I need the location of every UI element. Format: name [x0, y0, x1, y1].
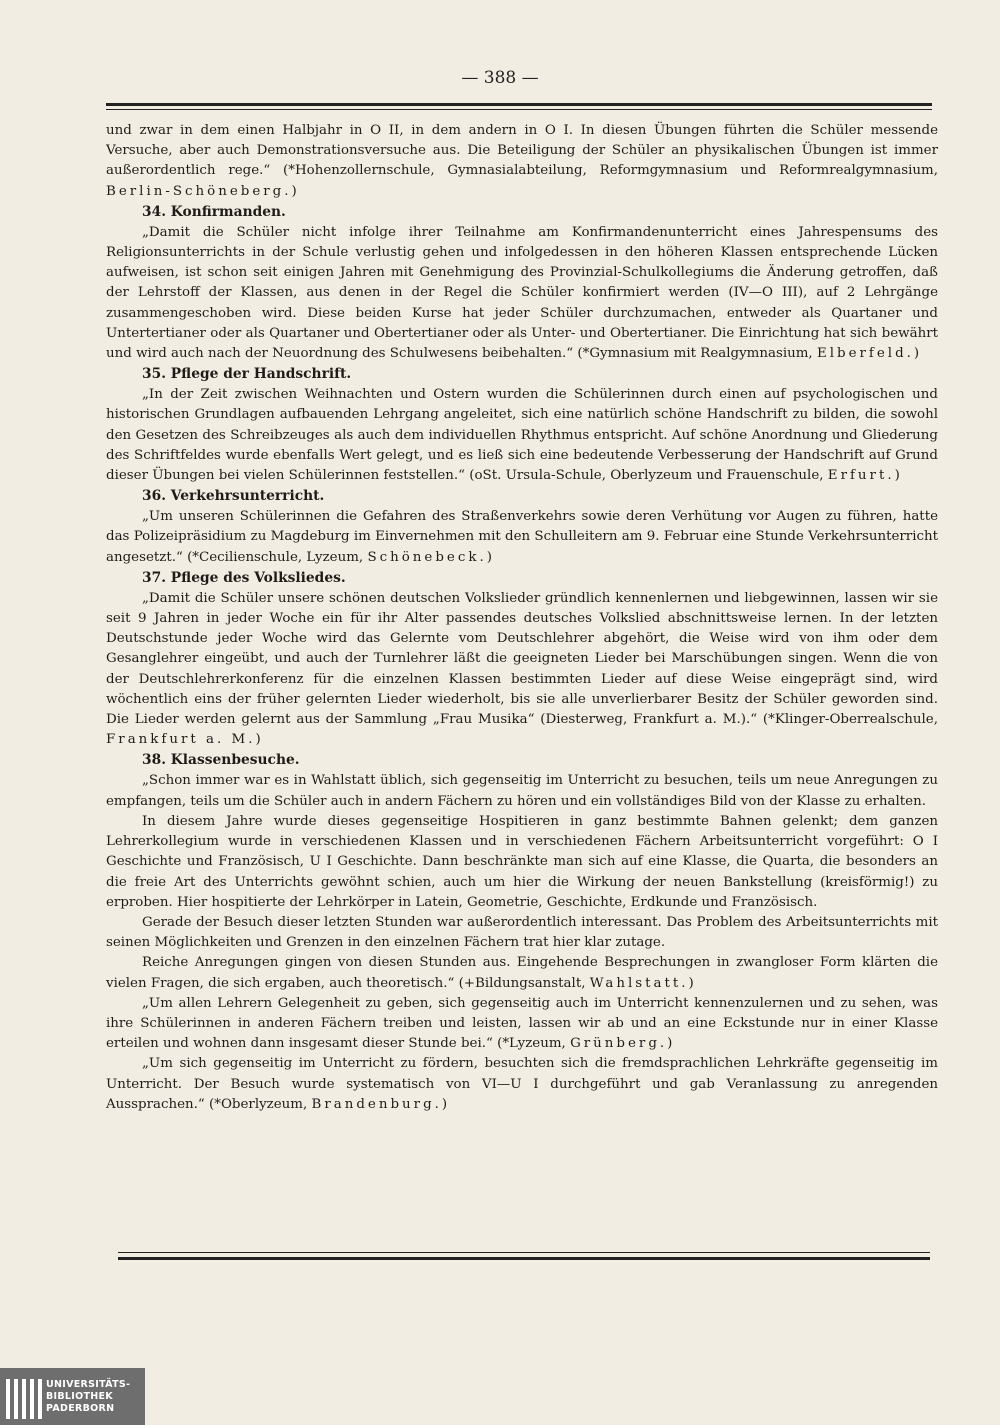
body-text [106, 121, 938, 1115]
section-heading: 34. Konfirmanden. [142, 203, 286, 220]
paragraph [106, 771, 938, 811]
section-heading: 35. Pflege der Handschrift. [142, 366, 352, 383]
top-rule-thin [106, 109, 932, 110]
source-location: Schönebeck.) [367, 549, 495, 565]
paragraph-text: „Um unseren Schülerinnen die Gefahren des Straßenverkehrs sowie deren Verhütung vor Augen zu führen, hatte das Polizeipräsidium zu Magdeburg im Einvernehmen mit den Schulleitern am 9. Februar eine Stunde Verkehrsunterricht angesetzt.“ (*Cecilienschule, Lyzeum, [106, 509, 938, 565]
paragraph-text: Reiche Anregungen gingen von diesen Stunden aus. Eingehende Besprechungen in zwangloser Form klärten die vielen Fragen, die sich ergaben, auch theoretisch.“ (+Bildungsanstalt, [106, 955, 938, 991]
logo-line-2: BIBLIOTHEK [46, 1390, 113, 1402]
paragraph [106, 385, 938, 486]
logo-line-3: PADERBORN [46, 1402, 115, 1414]
paragraph [106, 121, 938, 202]
bottom-rule [118, 1257, 930, 1260]
paragraph [106, 953, 938, 993]
source-location: Frankfurt a. M.) [106, 732, 264, 748]
paragraph [106, 994, 938, 1055]
library-logo-text [46, 1379, 130, 1415]
library-logo-icon [0, 1368, 46, 1425]
paragraph-text: In diesem Jahre wurde dieses gegenseitige Hospitieren in ganz bestimmte Bahnen gelenkt; dem ganzen Lehrerkollegium wurde in verschiedenen Klassen und in verschiedenen Fächern Arbeitsunterricht vorgeführt: O I Geschichte und Französisch, U I Geschichte. Dann beschränkte man sich auf eine Klasse, die Quarta, die besonders an die freie Art des Unterrichts gewöhnt schien, auch um hier die Wirkung der neuen Bankstellung (kreisförmig!) zu erproben. Hier hospitierte der Lehrkörper in Latein, Geometrie, Geschichte, Erdkunde und Französisch. [106, 813, 938, 910]
paragraph [106, 589, 938, 751]
paragraph-text: „Damit die Schüler unsere schönen deutschen Volkslieder gründlich kennenlernen und liebgewinnen, lassen wir sie seit 9 Jahren in jeder Woche ein für ihr Alter passendes deutsches Volkslied abschnittsweise lernen. In der letzten Deutschstunde jeder Woche wird das Gelernte vom Deutschlehrer abgehört, die Weise wird von ihm oder dem Gesanglehrer eingeübt, und auch der Turnlehrer läßt die geeigneten Lieder bei Marschübungen singen. Wenn die von der Deutschlehrerkonferenz für die einzelnen Klassen bestimmten Lieder auf diese Weise eingeprägt sind, wird wöchentlich eins der früher gelernten Lieder wiederholt, bis sie alle unverlierbarer Besitz der Schüler geworden sind. Die Lieder werden gelernt aus der Sammlung „Frau Musika“ (Diesterweg, Frankfurt a. M.).“ (*Klinger-Oberrealschule, [106, 590, 938, 728]
paragraph-text: „Um sich gegenseitig im Unterricht zu fördern, besuchten sich die fremdsprachlichen Lehrkräfte gegenseitig im Unterricht. Der Besuch wurde systematisch von VI—U I durchgeführt und gab Veranlassung zu anregenden Aussprachen.“ (*Oberlyzeum, [106, 1056, 938, 1112]
page-number: — 388 — [461, 68, 539, 88]
paragraph [106, 507, 938, 568]
top-rule [106, 103, 932, 106]
section-heading: 37. Pflege des Volksliedes. [142, 569, 346, 586]
bottom-rule-thin [118, 1252, 930, 1253]
source-location: Erfurt.) [827, 468, 903, 484]
paragraph [106, 913, 938, 953]
source-location: Elberfeld.) [816, 346, 923, 362]
source-location: Brandenburg.) [311, 1096, 451, 1112]
paragraph [106, 812, 938, 913]
paragraph-text: „Damit die Schüler nicht infolge ihrer Teilnahme am Konfirmandenunterricht eines Jahrespensums des Religionsunterrichts in der Schule verlustig gehen und infolgedessen in den höheren Klassen entsprechende Lücken aufweisen, ist schon seit einigen Jahren mit Genehmigung des Provinzial-Schulkollegiums die Änderung getroffen, daß der Lehrstoff der Klassen, aus denen in der Regel die Schüler konfirmiert werden (IV—O III), auf 2 Lehrgänge zusammengeschoben wird. Diese beiden Kurse hat jeder Schüler durchzumachen, entweder als Quartaner und Untertertianer oder als Quartaner und Obertertianer oder als Unter- und Obertertianer. Die Einrichtung hat sich bewährt und wird auch nach der Neuordnung des Schulwesens beibehalten.“ (*Gymnasium mit Realgymnasium, [106, 224, 938, 362]
paragraph-text: „Um allen Lehrern Gelegenheit zu geben, sich gegenseitig auch im Unterricht kennenzulernen und zu sehen, was ihre Schülerinnen in anderen Fächern treiben und leisten, lassen wir ab und an eine Eckstunde nur in einer Klasse erteilen und wohnen dann insgesamt dieser Stunde bei.“ (*Lyzeum, [106, 995, 938, 1052]
paragraph [106, 1054, 938, 1115]
source-location: Wahlstatt.) [589, 975, 697, 991]
paragraph-text: „Schon immer war es in Wahlstatt üblich, sich gegenseitig im Unterricht zu besuchen, teils um neue Anregungen zu empfangen, teils um die Schüler auch in andern Fächern zu hören und ein vollständiges Bild von der Klasse zu erhalten. [106, 773, 938, 809]
paragraph-text: und zwar in dem einen Halbjahr in O II, in dem andern in O I. In diesen Übungen führten die Schüler messende Versuche, aber auch Demonstrationsversuche aus. Die Beteiligung der Schüler an physikalischen Übungen ist immer außerordentlich rege.“ (*Hohenzollernschule, Gymnasialabteilung, Reformgymnasium und Reformrealgymnasium, [106, 123, 938, 179]
source-location: Berlin-Schöneberg.) [106, 183, 300, 199]
paragraph-text: Gerade der Besuch dieser letzten Stunden war außerordentlich interessant. Das Problem des Arbeitsunterrichts mit seinen Möglichkeiten und Grenzen in den einzelnen Fächern trat hier klar zutage. [106, 914, 938, 951]
source-location: Grünberg.) [570, 1036, 676, 1052]
paragraph-text: „In der Zeit zwischen Weihnachten und Ostern wurden die Schülerinnen durch einen auf psychologischen und historischen Grundlagen aufbauenden Lehrgang angeleitet, sich eine natürlich schöne Handschrift zu bilden, die sowohl den Gesetzen des Schreibzeuges als auch dem individuellen Rhythmus entspricht. Auf schöne Anordnung und Gliederung des Schriftfeldes wurde ebenfalls Wert gelegt, und es ließ sich eine bedeutende Verbesserung der Handschrift auf Grund dieser Übungen bei vielen Schülerinnen feststellen.“ (oSt. Ursula-Schule, Oberlyzeum und Frauenschule, [106, 387, 938, 484]
logo-line-1: UNIVERSITÄTS- [46, 1378, 131, 1390]
section-heading: 36. Verkehrsunterricht. [142, 488, 325, 505]
paragraph [106, 223, 938, 364]
section-heading: 38. Klassenbesuche. [142, 752, 300, 769]
library-logo [0, 1368, 145, 1425]
